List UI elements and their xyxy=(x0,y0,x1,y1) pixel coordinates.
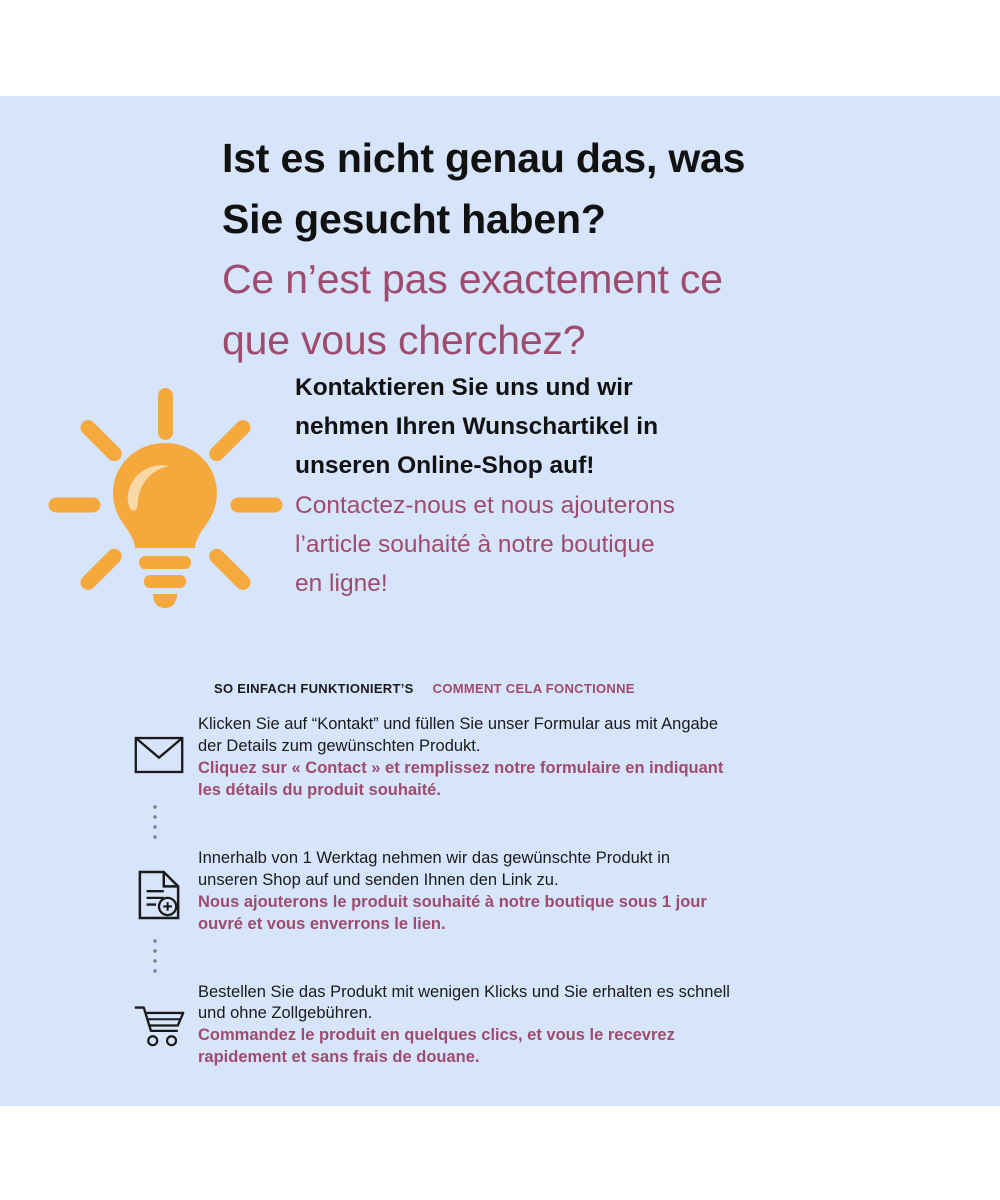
hero-french-line-1: Contactez-nous et nous ajouterons xyxy=(295,491,675,519)
step-french-line-2: ouvré et vous enverrons le lien. xyxy=(198,914,446,933)
headline-german xyxy=(222,128,942,249)
headline-french xyxy=(222,249,942,370)
hero-french-line-3: en ligne! xyxy=(295,569,388,597)
step-french-line-2: les détails du produit souhaité. xyxy=(198,780,441,799)
step-french xyxy=(198,758,950,802)
step-german-line-2: der Details zum gewünschten Produkt. xyxy=(198,736,481,755)
envelope-icon xyxy=(120,714,198,774)
step-german-line-1: Innerhalb von 1 Werktag nehmen wir das gewünschte Produkt in xyxy=(198,848,671,867)
step-french xyxy=(198,1025,950,1069)
hero-text xyxy=(295,368,935,603)
headline-french-line-2: que vous cherchez? xyxy=(222,317,586,364)
step-german xyxy=(198,714,950,758)
step-german-line-2: und ohne Zollgebühren. xyxy=(198,1004,373,1023)
step-german xyxy=(198,982,950,1026)
step-french-line-1: Cliquez sur « Contact » et remplissez notre formulaire en indiquant xyxy=(198,758,724,777)
headline-german-line-2: Sie gesucht haben? xyxy=(222,195,606,242)
hero-german-line-2: nehmen Ihren Wunschartikel in xyxy=(295,413,659,441)
hero-section xyxy=(40,368,960,658)
shopping-cart-icon xyxy=(120,982,198,1047)
steps-list xyxy=(120,714,950,1069)
hero-german-line-3: unseren Online-Shop auf! xyxy=(295,452,595,480)
hero-text-french xyxy=(295,486,935,604)
step-connector-dots xyxy=(120,802,950,848)
step-text xyxy=(198,848,950,936)
steps-heading xyxy=(214,681,635,696)
headline-german-line-1: Ist es nicht genau das, was xyxy=(222,135,746,181)
step-french xyxy=(198,892,950,936)
hero-german-line-1: Kontaktieren Sie uns und wir xyxy=(295,374,633,401)
step-german-line-1: Klicken Sie auf “Kontakt” und füllen Sie unser Formular aus mit Angabe xyxy=(198,715,719,733)
step-connector-dots xyxy=(120,936,950,982)
headline-french-line-1: Ce n’est pas exactement ce xyxy=(222,256,723,303)
step-french-line-1: Commandez le produit en quelques clics, et vous le recevrez xyxy=(198,1026,675,1045)
list-item xyxy=(120,848,950,936)
step-french-line-1: Nous ajouterons le produit souhaité à notre boutique sous 1 jour xyxy=(198,892,707,911)
step-german xyxy=(198,848,950,892)
hero-text-german xyxy=(295,368,935,486)
step-german-line-1: Bestellen Sie das Produkt mit wenigen Klicks und Sie erhalten es schnell xyxy=(198,982,730,1001)
document-add-icon xyxy=(120,848,198,920)
hero-french-line-2: l’article souhaité à notre boutique xyxy=(295,530,655,558)
list-item xyxy=(120,714,950,802)
steps-heading-german: SO EINFACH FUNKTIONIERT’S xyxy=(214,681,414,696)
steps-heading-french: COMMENT CELA FONCTIONNE xyxy=(432,681,635,696)
promo-banner xyxy=(0,96,1000,1106)
step-german-line-2: unseren Shop auf und senden Ihnen den Link zu. xyxy=(198,870,559,889)
step-text xyxy=(198,714,950,802)
list-item xyxy=(120,982,950,1070)
page-title xyxy=(222,128,942,371)
step-text xyxy=(198,982,950,1070)
step-french-line-2: rapidement et sans frais de douane. xyxy=(198,1048,480,1067)
lightbulb-icon xyxy=(40,380,290,630)
